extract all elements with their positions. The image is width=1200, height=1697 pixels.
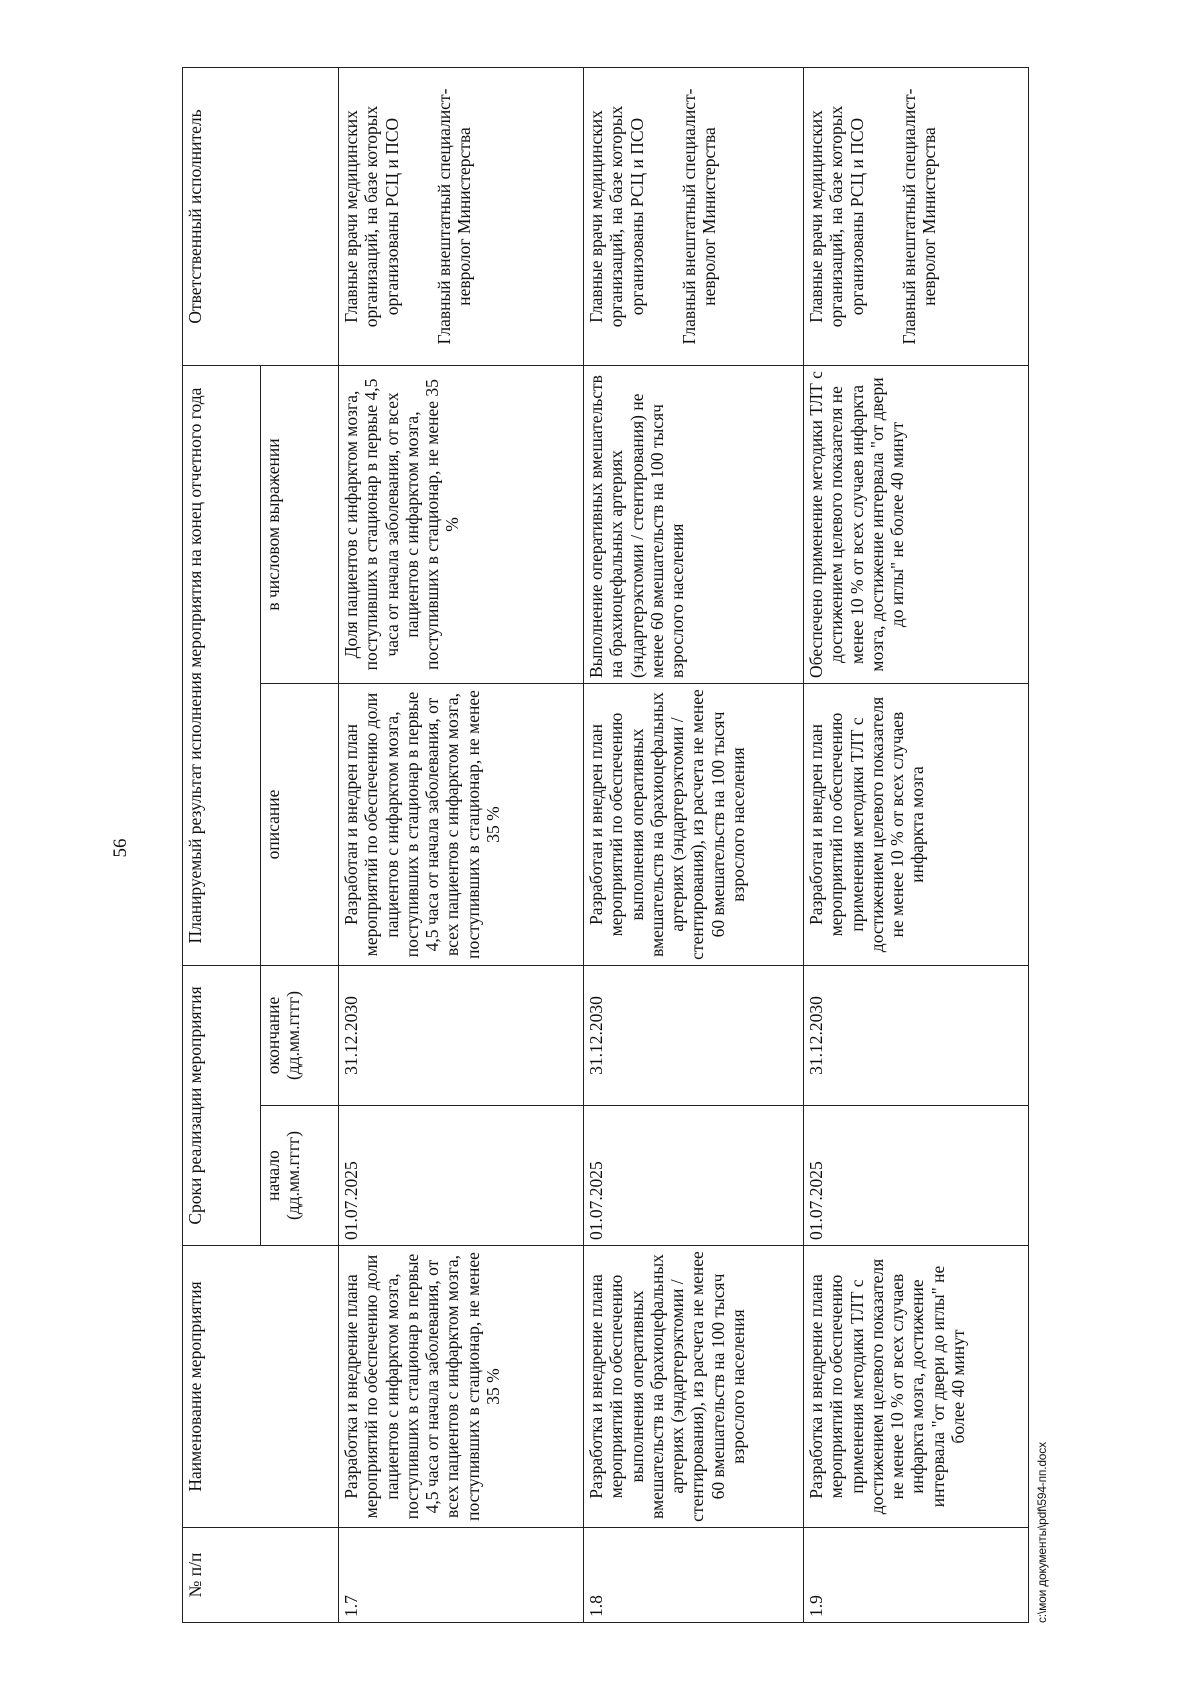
row-description: Разработан и внедрен план мероприятий по обеспечению доли пациентов с инфарктом мозга, поступивших в стационар в первые 4,5 часа от начала заболевания, от всех пациентов с инфарктом мозга, поступивших в стационар, не менее 35 %: [339, 684, 584, 966]
row-num: 1.9: [804, 1528, 1029, 1623]
row-name: Разработка и внедрение плана мероприятий по обеспечению применения методики ТЛТ с достижением целевого показателя не менее 10 % от всех случаев инфаркта мозга, достижение интервала "от двери до иглы" не более 40 минут: [804, 1246, 1029, 1528]
row-start: 01.07.2025: [339, 1106, 584, 1246]
header-terms: Сроки реализации мероприятия: [183, 966, 261, 1246]
header-description: описание: [261, 684, 339, 966]
executor-neurologist: Главный внештатный специалист-невролог Министерства: [433, 88, 475, 345]
header-num: № п/п: [183, 1528, 339, 1623]
footer-file-path: c:\мои документы\pdf\594-пп.docx: [1035, 1442, 1049, 1623]
row-executor: [804, 68, 1029, 366]
row-start: 01.07.2025: [804, 1106, 1029, 1246]
row-name: Разработка и внедрение плана мероприятий по обеспечению доли пациентов с инфарктом мозга, поступивших в стационар в первые 4,5 часа от начала заболевания, от всех пациентов с инфарктом мозга, поступивших в стационар, не менее 35 %: [339, 1246, 584, 1528]
header-result: Планируемый результат исполнения мероприятия на конец отчетного года: [183, 366, 261, 966]
row-name: Разработка и внедрение плана мероприятий по обеспечению выполнения оперативных вмешательств на брахиоцефальных артериях (эндартерэктомии / стентирования), из расчета не менее 60 вмешательств на 100 тысяч взрослого населения: [584, 1246, 804, 1528]
page-number: 56: [110, 838, 131, 858]
document-sheet: [100, 58, 1100, 1638]
row-end: 31.12.2030: [584, 966, 804, 1106]
executor-neurologist: Главный внештатный специалист-невролог Министерства: [898, 88, 940, 345]
measures-table: [182, 67, 1029, 1623]
table-row: [339, 68, 584, 1623]
header-end: окончание (дд.мм.гггг): [261, 966, 339, 1106]
executor-head-doctors: Главные врачи медицинских организаций, на базе которых организованы РСЦ и ПСО: [586, 105, 647, 328]
row-num: 1.7: [339, 1528, 584, 1623]
executor-head-doctors: Главные врачи медицинских организаций, на базе которых организованы РСЦ и ПСО: [341, 105, 402, 328]
row-numeric: Выполнение оперативных вмешательств на брахиоцефальных артериях (эндартерэктомии / стентирования) не менее 60 вмешательств на 100 тысяч взрослого населения: [584, 366, 804, 684]
table-row: [804, 68, 1029, 1623]
executor-neurologist: Главный внештатный специалист-невролог Министерства: [678, 88, 720, 345]
table-row: [584, 68, 804, 1623]
row-executor: [584, 68, 804, 366]
row-end: 31.12.2030: [339, 966, 584, 1106]
header-numeric: в числовом выражении: [261, 366, 339, 684]
header-start: начало (дд.мм.гггг): [261, 1106, 339, 1246]
row-num: 1.8: [584, 1528, 804, 1623]
header-executor: Ответственный исполнитель: [183, 68, 339, 366]
row-start: 01.07.2025: [584, 1106, 804, 1246]
row-numeric: Доля пациентов с инфарктом мозга, поступивших в стационар в первые 4,5 часа от начала заболевания, от всех пациентов с инфарктом мозга, поступивших в стационар, не менее 35 %: [339, 366, 584, 684]
row-numeric: Обеспечено применение методики ТЛТ с достижением целевого показателя не менее 10 % от всех случаев инфаркта мозга, достижение интервала "от двери до иглы" не более 40 минут: [804, 366, 1029, 684]
row-executor: [339, 68, 584, 366]
executor-head-doctors: Главные врачи медицинских организаций, на базе которых организованы РСЦ и ПСО: [806, 105, 867, 328]
row-end: 31.12.2030: [804, 966, 1029, 1106]
row-description: Разработан и внедрен план мероприятий по обеспечению применения методики ТЛТ с достижением целевого показателя не менее 10 % от всех случаев инфаркта мозга: [804, 684, 1029, 966]
header-name: Наименование мероприятия: [183, 1246, 339, 1528]
row-description: Разработан и внедрен план мероприятий по обеспечению выполнения оперативных вмешательств на брахиоцефальных артериях (эндартерэктомии / стентирования), из расчета не менее 60 вмешательств на 100 тысяч взрослого населения: [584, 684, 804, 966]
table-header: [183, 68, 339, 1623]
